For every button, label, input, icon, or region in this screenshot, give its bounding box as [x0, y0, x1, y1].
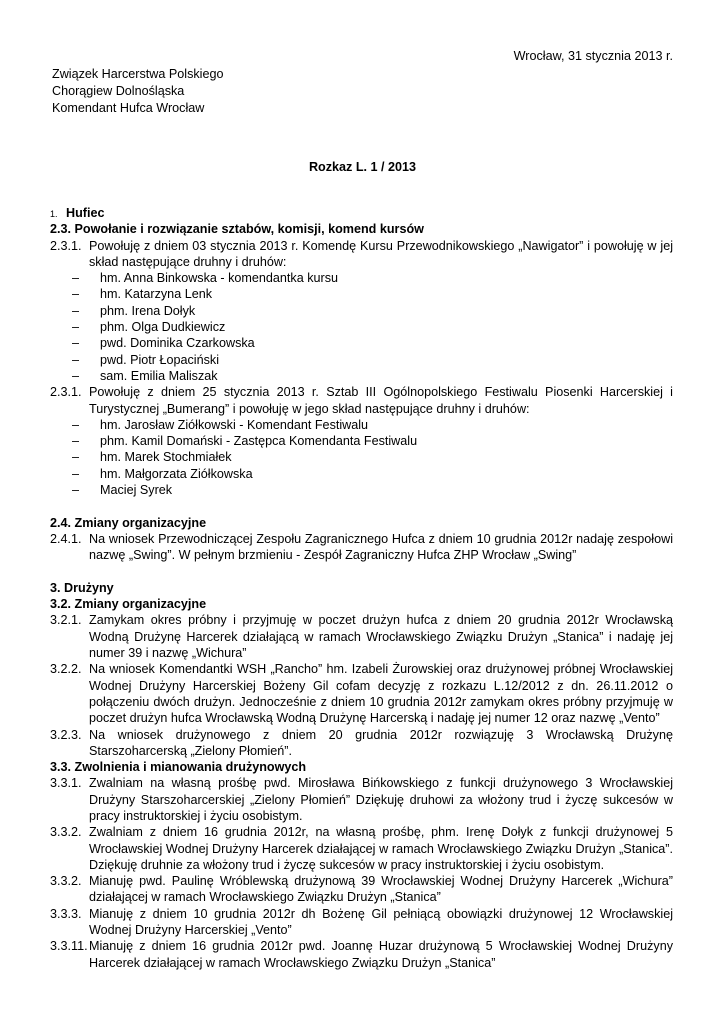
dash-bullet-icon: – [72, 417, 80, 432]
dash-bullet-icon: – [72, 303, 80, 318]
paragraph-number: 3.2.2. [50, 662, 82, 677]
paragraph-3-2-2 [50, 661, 673, 726]
list-item: – hm. Jarosław Ziółkowski - Komendant Festiwalu [72, 417, 369, 432]
dash-bullet-icon: – [72, 336, 80, 351]
dash-bullet-icon: – [72, 352, 80, 367]
section-2-3-heading: 2.3. Powołanie i rozwiązanie sztabów, komisji, komend kursów [50, 222, 424, 237]
dash-bullet-icon: – [72, 320, 80, 335]
section-3-3-heading: 3.3. Zwolnienia i mianowania drużynowych [50, 760, 307, 775]
paragraph-text: Na wniosek Przewodniczącej Zespołu Zagranicznego Hufca z dniem 10 grudnia 2012r nadaję zespołowi nazwę „Swing”. W pełnym brzmieniu - Zespół Zagraniczny Hufca ZHP Wrocław „Swing” [89, 531, 673, 563]
section-3-heading: 3. Drużyny [50, 580, 114, 595]
paragraph-text: Mianuję z dniem 16 grudnia 2012r pwd. Joannę Huzar drużynową 5 Wrocławskiej Wodnej Drużyny Harcerek działającej w ramach Wrocławskiego Związku Drużyn „Stanica” [89, 939, 673, 970]
dash-bullet-icon: – [72, 434, 80, 449]
section-1-label: Hufiec [66, 206, 105, 220]
section-1-heading [50, 205, 673, 221]
list-item: – hm. Katarzyna Lenk [72, 287, 213, 302]
paragraph-3-3-2-dismissal [50, 824, 673, 873]
order-title: Rozkaz L. 1 / 2013 [308, 160, 417, 174]
paragraph-text: Powołuję z dniem 03 stycznia 2013 r. Komendę Kursu Przewodnikowskiego „Nawigator” i powołuję w jej skład następujące druhny i druhów: [89, 238, 673, 269]
section-3-2-heading: 3.2. Zmiany organizacyjne [50, 597, 207, 612]
paragraph-number: 2.3.1. [50, 385, 82, 400]
paragraph-2-4-1 [50, 531, 673, 564]
paragraph-text: Powołuję z dniem 25 stycznia 2013 r. Sztab III Ogólnopolskiego Festiwalu Piosenki Harcerskiej i Turystycznej „Bumerang” i powołuję w jego skład następujące druhny i druhów: [89, 385, 673, 416]
paragraph-2-3-1-course [50, 238, 673, 271]
paragraph-text: Mianuję pwd. Paulinę Wróblewską drużynową 39 Wrocławskiej Wodnej Drużyny Harcerek „Wichura” działającej w ramach Wrocławskiego Związku Drużyn „Stanica” [89, 874, 673, 905]
paragraph-number: 3.3.11. [50, 939, 88, 954]
paragraph-3-2-3 [50, 727, 673, 760]
paragraph-text: Zwalniam z dniem 16 grudnia 2012r, na własną prośbę, phm. Irenę Dołyk z funkcji drużynowej 5 Wrocławskiej Wodnej Drużyny Harcerek działającej w ramach Wrocławskiego Związku Drużyn „Stanica”. Dziękuję druhnie za włożony trud i życzę sukcesów w pracy instruktorskiej i życiu osobistym. [89, 825, 673, 872]
list-item: – phm. Kamil Domański - Zastępca Komendanta Festiwalu [72, 434, 418, 449]
list-item: – sam. Emilia Maliszak [72, 368, 218, 383]
issuer-header [52, 66, 223, 117]
list-item: – pwd. Piotr Łopaciński [72, 352, 220, 367]
paragraph-number: 3.2.3. [50, 727, 82, 742]
list-item: – hm. Anna Binkowska - komendantka kursu [72, 271, 339, 286]
document-date: Wrocław, 31 stycznia 2013 r. [513, 49, 673, 63]
list-item: – hm. Małgorzata Ziółkowska [72, 466, 253, 481]
festival-staff-list [50, 417, 673, 498]
paragraph-3-3-11 [50, 938, 673, 971]
section-2-4-heading: 2.4. Zmiany organizacyjne [50, 515, 207, 530]
course-staff-list [50, 270, 673, 384]
list-item: – pwd. Dominika Czarkowska [72, 336, 255, 351]
dash-bullet-icon: – [72, 287, 80, 302]
dash-bullet-icon: – [72, 466, 80, 481]
paragraph-number: 2.4.1. [50, 531, 82, 546]
paragraph-number: 2.3.1. [50, 238, 82, 253]
section-1-number: 1. [50, 209, 58, 219]
paragraph-2-3-1-festival [50, 384, 673, 417]
paragraph-number: 3.3.2. [50, 825, 82, 840]
paragraph-3-3-3 [50, 906, 673, 939]
issuer-line-region: Chorągiew Dolnośląska [52, 84, 185, 98]
paragraph-number: 3.3.2. [50, 874, 82, 889]
issuer-line-commander: Komendant Hufca Wrocław [52, 101, 205, 115]
dash-bullet-icon: – [72, 450, 80, 465]
paragraph-number: 3.3.1. [50, 776, 82, 791]
paragraph-number: 3.2.1. [50, 613, 82, 628]
list-item: – hm. Marek Stochmiałek [72, 450, 232, 465]
paragraph-text: Zwalniam na własną prośbę pwd. Mirosława Bińkowskiego z funkcji drużynowego 3 Wrocławskiej Drużyny Starszoharcerskiej „Zielony Płomień” Dziękuję druhowi za włożony trud i życzę sukcesów w pracy instruktorskiej i życiu osobistym. [89, 776, 673, 823]
dash-bullet-icon: – [72, 271, 80, 286]
paragraph-3-3-2-appointment [50, 873, 673, 906]
issuer-line-organization: Związek Harcerstwa Polskiego [52, 67, 224, 81]
paragraph-text: Zamykam okres próbny i przyjmuję w poczet drużyn hufca z dniem 20 grudnia 2012r Wrocławską Wodną Drużynę Harcerek działającą w ramach Wrocławskiego Związku Drużyn „Stanica” i nadaję jej numer 39 i nazwę „Wichura” [89, 613, 673, 661]
paragraph-3-3-1 [50, 775, 673, 824]
paragraph-text: Na wniosek drużynowego z dniem 20 grudnia 2012r rozwiązuję 3 Wrocławską Drużynę Starszoharcerską „Zielony Płomień”. [89, 727, 673, 758]
paragraph-3-2-1 [50, 612, 673, 661]
dash-bullet-icon: – [72, 483, 80, 498]
list-item: – phm. Olga Dudkiewicz [72, 320, 226, 335]
paragraph-text: Na wniosek Komendantki WSH „Rancho” hm. Izabeli Żurowskiej oraz drużynowej próbnej Wrocławskiej Wodnej Drużyny Harcerskiej Bożeny Gil cofam decyzję z rozkazu L.12/2012 z dn. 26.11.2012 o połączeniu dwóch drużyn. Jednocześnie z dniem 10 grudnia 2012r zamykam okres próbny przyjmuję w poczet drużyn hufca Wrocławską Wodną Drużynę Harcerską i nadaję jej numer 12 oraz nazwę „Vento” [89, 662, 673, 726]
list-item: – phm. Irena Dołyk [72, 303, 196, 318]
paragraph-text: Mianuję z dniem 10 grudnia 2012r dh Bożenę Gil pełniącą obowiązki drużynowej 12 Wrocławskiej Wodnej Drużyny Harcerskiej „Vento” [89, 906, 673, 938]
paragraph-number: 3.3.3. [50, 906, 82, 921]
list-item: – Maciej Syrek [72, 483, 173, 498]
document-body [50, 205, 673, 971]
dash-bullet-icon: – [72, 368, 80, 383]
